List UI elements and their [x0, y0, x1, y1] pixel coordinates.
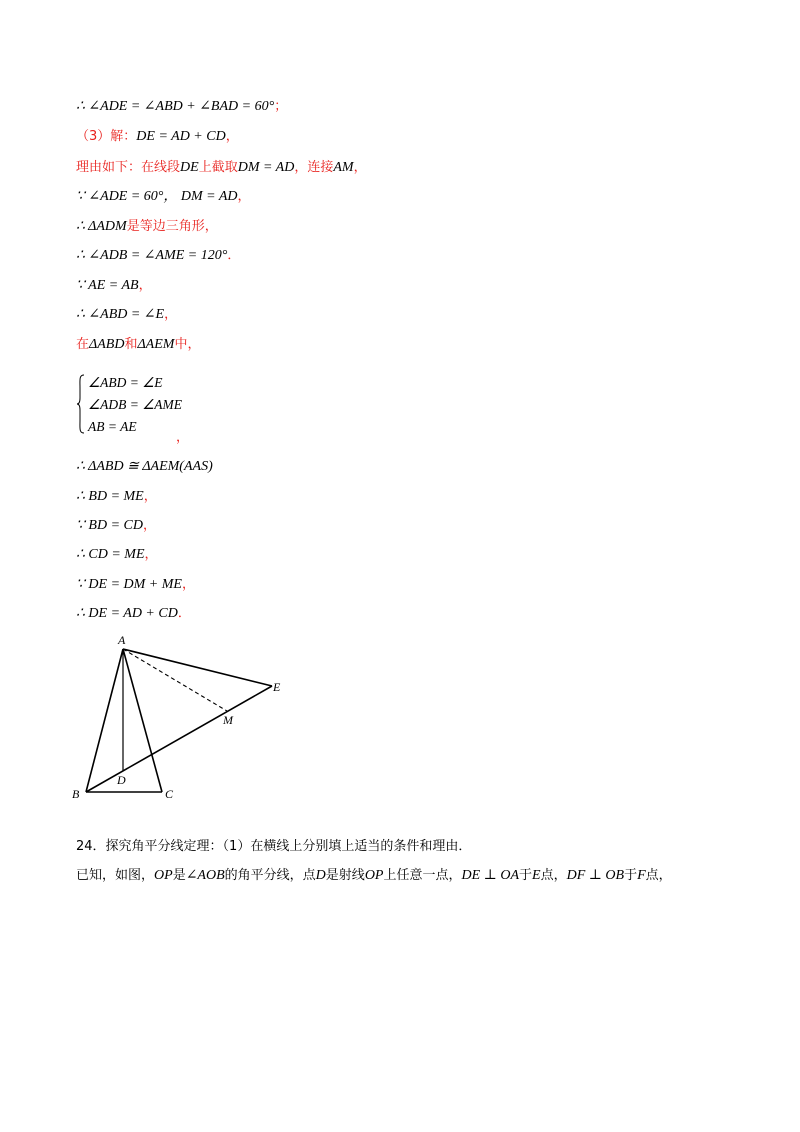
math-expression: ∠AOB — [185, 868, 225, 883]
text: 上截取 — [198, 160, 238, 175]
punctuation: ， — [138, 278, 152, 293]
punctuation: ， — [144, 547, 158, 562]
math-expression: D — [315, 868, 326, 883]
punctuation: ； — [274, 99, 288, 114]
math-expression: OP — [364, 868, 384, 883]
text: 是 — [172, 868, 186, 883]
label-d: D — [117, 773, 126, 787]
text: 是射线 — [325, 868, 365, 883]
proof-line-1 — [76, 97, 287, 116]
text: 中， — [174, 337, 201, 352]
segment-be — [86, 686, 272, 792]
system-row: ∠ABD = ∠E — [88, 375, 163, 390]
math-expression: ∵ BD = CD — [76, 518, 143, 533]
math-expression: ∴ ∠ABD = ∠E — [76, 307, 165, 322]
proof-line-6 — [76, 246, 240, 265]
math-expression: ∴ CD = ME — [76, 547, 145, 562]
segment-ab — [86, 649, 123, 792]
label-e: E — [273, 680, 281, 694]
question-title: 24．探究角平分线定理：（1）在横线上分别填上适当的条件和理由． — [76, 839, 472, 854]
system-row: ∠ADB = ∠AME — [88, 397, 183, 412]
punctuation: ， — [164, 307, 178, 322]
text: 于 — [519, 868, 533, 883]
text: 是等边三角形， — [126, 219, 218, 234]
punctuation: ， — [143, 489, 157, 504]
text: 点， — [645, 868, 672, 883]
proof-line-14 — [76, 575, 195, 594]
math-expression: ∴ ΔADM — [76, 219, 127, 234]
punctuation: ， — [176, 430, 190, 445]
math-expression: DM = AD — [237, 160, 295, 175]
proof-line-4 — [76, 187, 251, 206]
text: 理由如下：在线段 — [76, 160, 181, 175]
text: 上任意一点， — [383, 868, 462, 883]
math-expression: OP — [154, 868, 173, 883]
proof-line-12 — [76, 516, 156, 535]
text: 在 — [76, 337, 90, 352]
proof-line-11 — [76, 487, 157, 506]
system-row: AB = AE — [88, 419, 137, 434]
math-expression: ΔABD — [89, 337, 125, 352]
label-a: A — [118, 633, 126, 647]
math-expression: ∴ DE = AD + CD — [76, 606, 178, 621]
punctuation: ， — [181, 577, 195, 592]
proof-line-2 — [76, 127, 239, 146]
part-label: （3）解： — [76, 129, 137, 144]
math-expression: ∴ ΔABD ≅ ΔAEM(AAS) — [76, 459, 213, 474]
proof-line-3 — [76, 158, 367, 177]
math-expression: ΔAEM — [137, 337, 175, 352]
left-brace-icon — [76, 374, 85, 434]
math-expression: ∵ DE = DM + ME — [76, 577, 182, 592]
text: ，连接 — [294, 160, 334, 175]
label-c: C — [165, 787, 174, 801]
text: 已知，如图， — [76, 868, 155, 883]
math-expression: ∴ BD = ME — [76, 489, 144, 504]
text: 点， — [540, 868, 567, 883]
punctuation: ， — [142, 518, 156, 533]
math-expression: ∵ AE = AB — [76, 278, 139, 293]
geometry-diagram — [66, 630, 296, 805]
math-expression: ∵ ∠ADE = 60°， DM = AD — [76, 189, 238, 204]
label-m: M — [223, 713, 233, 727]
math-expression: DE = AD + CD — [136, 129, 226, 144]
proof-line-8 — [76, 305, 177, 324]
proof-line-10 — [76, 457, 213, 476]
math-expression: E — [532, 868, 541, 883]
math-expression: F — [637, 868, 646, 883]
proof-line-5 — [76, 217, 218, 236]
segment-ae — [123, 649, 272, 686]
segment-am-dashed — [123, 649, 227, 711]
punctuation: ． — [177, 606, 191, 621]
question-body — [76, 866, 672, 885]
equation-system — [76, 372, 182, 438]
proof-line-7 — [76, 276, 152, 295]
segment-ac — [123, 649, 162, 792]
text: 的角平分线，点 — [224, 868, 316, 883]
math-expression: DF ⊥ OB — [566, 868, 625, 883]
text: 和 — [124, 337, 138, 352]
punctuation: ， — [225, 129, 239, 144]
text: 于 — [624, 868, 638, 883]
math-expression: DE — [180, 160, 199, 175]
math-expression: ∴ ∠ADE = ∠ABD + ∠BAD = 60° — [76, 99, 275, 114]
proof-line-13 — [76, 545, 158, 564]
punctuation: ． — [227, 248, 241, 263]
punctuation: ， — [353, 160, 367, 175]
proof-line-15 — [76, 604, 191, 623]
math-expression: ∴ ∠ADB = ∠AME = 120° — [76, 248, 228, 263]
math-expression: DE ⊥ OA — [461, 868, 519, 883]
math-expression: AM — [333, 160, 354, 175]
proof-line-9 — [76, 335, 200, 354]
punctuation: ， — [237, 189, 251, 204]
label-b: B — [72, 787, 80, 801]
